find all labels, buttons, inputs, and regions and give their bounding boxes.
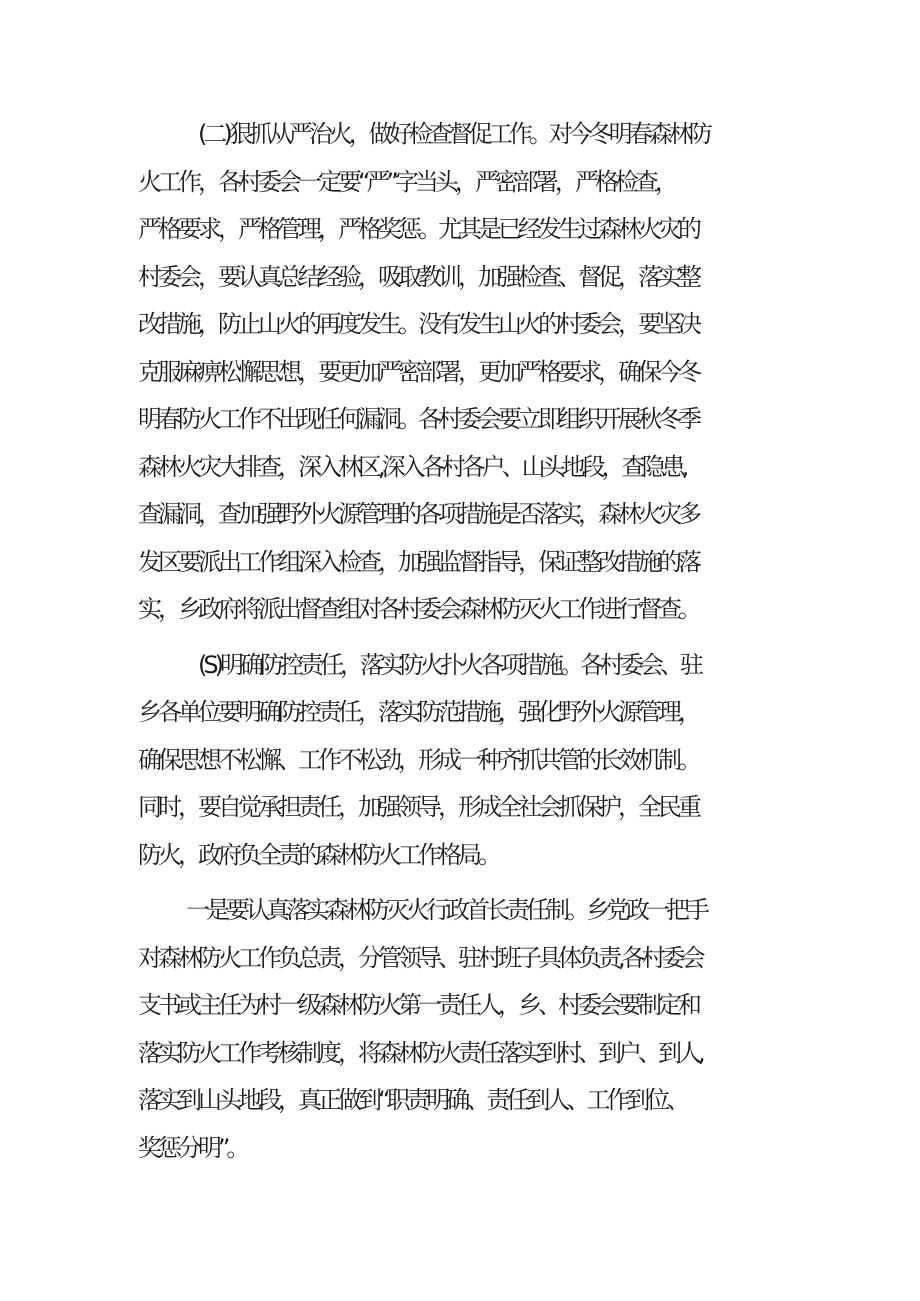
paragraph-line: 森林火灾大排查，深入林区,深入各村各户、山头地段，查隐患, <box>138 453 686 481</box>
paragraph-line: 改措施，防止山火的再度发生。没有发生山火的村委会，要坚决 <box>138 310 698 338</box>
paragraph-line: 对森林防火工作负总责，分管领导、驻村班子具体负责,各村委会 <box>138 944 702 972</box>
paragraph-line: 防火，政府负全责的森林防火工作格局。 <box>138 841 498 869</box>
paragraph-line: 火工作，各村委会一定要“严”字当头，严密部署，严格检查， <box>138 168 675 196</box>
paragraph-line: 实，乡政府将派出督查组对各村委会森林防灭火工作进行督查。 <box>138 595 698 623</box>
paragraph-line: 乡各单位要明确防控责任，落实防范措施，强化野外火源管理， <box>138 698 698 726</box>
paragraph-line: 严格要求，严格管理，严格奖惩。尤其是已经发生过森林火灾的 <box>138 215 698 243</box>
paragraph-line: 一是要认真落实森林防灭火行政首长责任制。乡党政一把手 <box>186 896 706 924</box>
paragraph-line: 同时，要自觉承担责任，加强领导，形成全社会抓保护，全民重 <box>138 793 698 821</box>
paragraph-line: 落实防火工作考核制度，将森林防火责任落实到村、到户、到人, <box>138 1039 702 1067</box>
paragraph-line: 支书或主任为村一级森林防火第一责任人，乡、村委会要制定和 <box>138 991 698 1019</box>
paragraph-line: 发区要派出工作组深入检查，加强监督指导，保证整改措施的落 <box>138 548 698 576</box>
paragraph-line: (二)狠抓从严治火，做好检查督促工作。对今冬明春森林防 <box>198 120 709 148</box>
paragraph-line: 明春防火工作不出现任何漏洞。各村委会要立即组织开展秋冬季 <box>138 405 698 433</box>
paragraph-line: 克服麻痹松懈思想，要更加严密部署，更加严格要求，确保今冬 <box>138 358 698 386</box>
paragraph-line: 查漏洞，查加强野外火源管理的各项措施是否落实，森林火灾多 <box>138 500 698 528</box>
paragraph-line: 落实到山头地段，真正做到“职责明确、责任到人、工作到位、 <box>138 1086 687 1114</box>
paragraph-line: 村委会，要认真总结经验，吸取教训，加强检查、督促，落实整 <box>138 263 698 291</box>
paragraph-line: (S)明确防控责任，落实防火扑火各项措施。各村委会、驻 <box>198 651 700 679</box>
paragraph-line: 确保思想不松懈、工作不松劲，形成一种齐抓共管的长效机制。 <box>138 746 698 774</box>
paragraph-line: 奖惩分明”。 <box>138 1134 247 1162</box>
